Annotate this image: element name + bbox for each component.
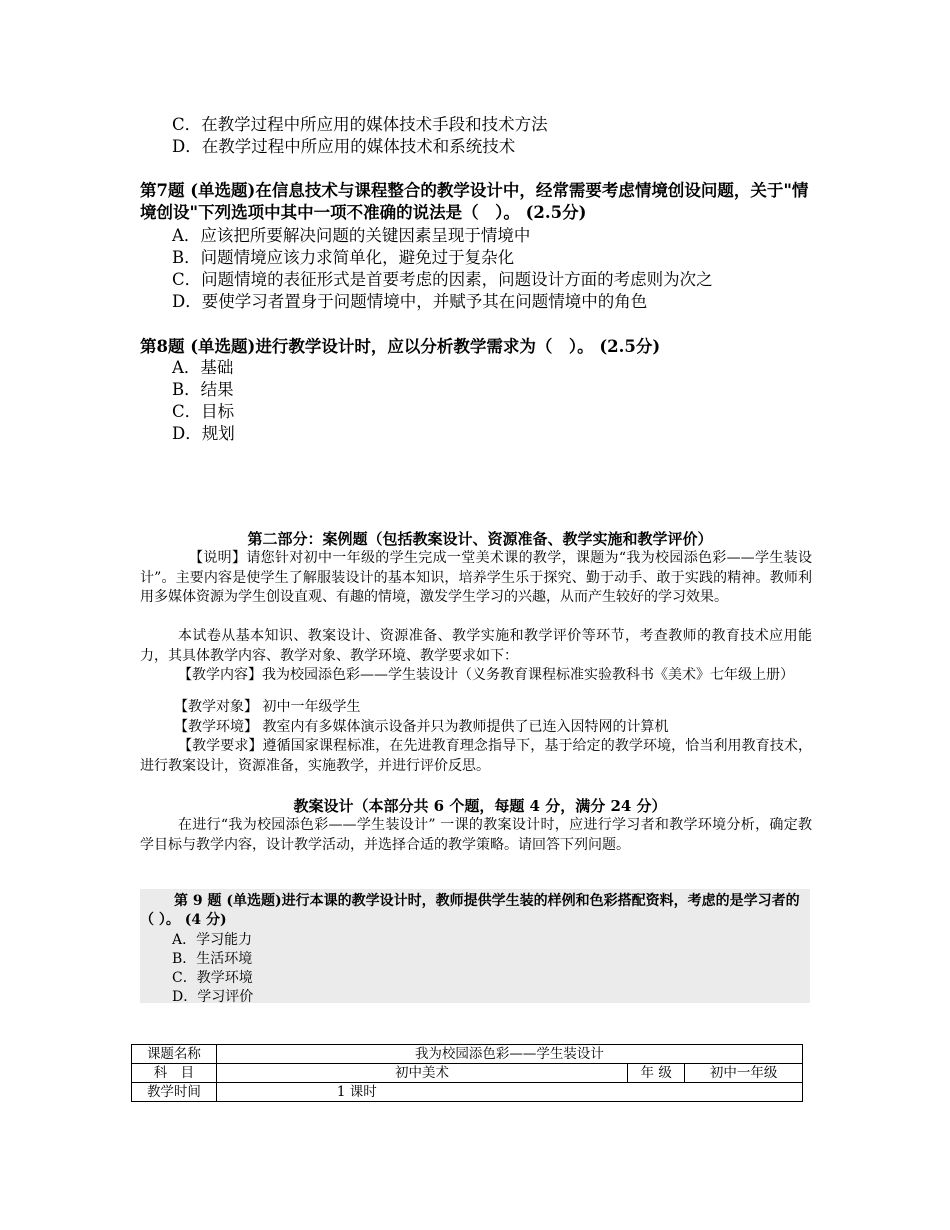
q9-title: 第 9 题 (单选题)进行本课的教学设计时，教师提供学生装的样例和色彩搭配资料，考虑的是学习者的（ ）。 (4 分) (140, 893, 800, 928)
subject-label: 科 目 (132, 1064, 217, 1083)
time-label: 教学时间 (132, 1083, 217, 1102)
q9-option-d: D．学习评价 (172, 989, 254, 1005)
q8-option-c: C．目标 (172, 402, 235, 421)
table-row (132, 1045, 803, 1064)
q7-title: 第7题 (单选题)在信息技术与课程整合的教学设计中，经常需要考虑情境创设问题，关于"情境创设"下列选项中其中一项不准确的说法是（ ）。 (2.5分) (140, 181, 809, 222)
grade-value: 初中一年级 (685, 1064, 803, 1083)
teaching-environment: 【教学环境】 教室内有多媒体演示设备并只为教师提供了已连入因特网的计算机 (174, 719, 669, 735)
q7-option-d: D．要使学习者置身于问题情境中，并赋予其在问题情境中的角色 (172, 292, 648, 311)
topic-label: 课题名称 (132, 1045, 217, 1064)
q8-title: 第8题 (单选题)进行教学设计时，应以分析教学需求为（ ）。 (2.5分) (140, 337, 661, 356)
q8-option-d: D．规划 (172, 424, 235, 443)
teaching-content: 【教学内容】我为校园添色彩——学生装设计（义务教育课程标准实验教科书《美术》七年级上册） (178, 667, 794, 683)
topic-value: 我为校园添色彩——学生装设计 (216, 1045, 802, 1064)
table-row (132, 1083, 803, 1102)
lesson-design-intro: 在进行“我为校园添色彩——学生装设计” 一课的教案设计时，应进行学习者和教学环境分析，确定教学目标与教学内容，设计教学活动，并选择合适的教学策略。请回答下列问题。 (140, 817, 812, 853)
q7-option-a: A．应该把所要解决问题的关键因素呈现于情境中 (172, 226, 531, 245)
prev-option-c: C．在教学过程中所应用的媒体技术手段和技术方法 (172, 115, 548, 134)
lesson-design-heading: 教案设计（本部分共 6 个题，每题 4 分，满分 24 分） (293, 797, 667, 815)
teaching-target: 【教学对象】 初中一年级学生 (174, 699, 361, 715)
q9-option-a: A．学习能力 (172, 932, 253, 948)
q8-option-b: B．结果 (172, 380, 234, 399)
part2-heading: 第二部分：案例题（包括教案设计、资源准备、教学实施和教学评价） (247, 530, 713, 548)
time-value: 1 课时 (216, 1083, 802, 1102)
prev-option-d: D．在教学过程中所应用的媒体技术和系统技术 (172, 137, 516, 156)
subject-value: 初中美术 (216, 1064, 627, 1083)
q9-option-b: B．生活环境 (172, 951, 253, 967)
table-row (132, 1064, 803, 1083)
part2-scope: 本试卷从基本知识、教案设计、资源准备、教学实施和教学评价等环节，考查教师的教育技术应用能力，其具体教学内容、教学对象、教学环境、教学要求如下： (140, 628, 812, 664)
q9-option-c: C．教学环境 (172, 970, 253, 986)
q7-option-c: C．问题情境的表征形式是首要考虑的因素，问题设计方面的考虑则为次之 (172, 270, 713, 289)
q8-option-a: A．基础 (172, 358, 234, 377)
lesson-info-table (131, 1044, 803, 1102)
part2-intro: 【说明】请您针对初中一年级的学生完成一堂美术课的教学，课题为“我为校园添色彩——学生装设计”。主要内容是使学生了解服装设计的基本知识，培养学生乐于探究、勤于动手、敢于实践的精神。教师利用多媒体资源为学生创设直观、有趣的情境，激发学生学习的兴趣，从而产生较好的学习效果。 (140, 550, 812, 605)
q7-option-b: B．问题情境应该力求简单化，避免过于复杂化 (172, 248, 515, 267)
teaching-requirement: 【教学要求】遵循国家课程标准，在先进教育理念指导下，基于给定的教学环境，恰当利用教育技术，进行教案设计，资源准备，实施教学，并进行评价反思。 (140, 738, 812, 774)
grade-label: 年 级 (628, 1064, 685, 1083)
